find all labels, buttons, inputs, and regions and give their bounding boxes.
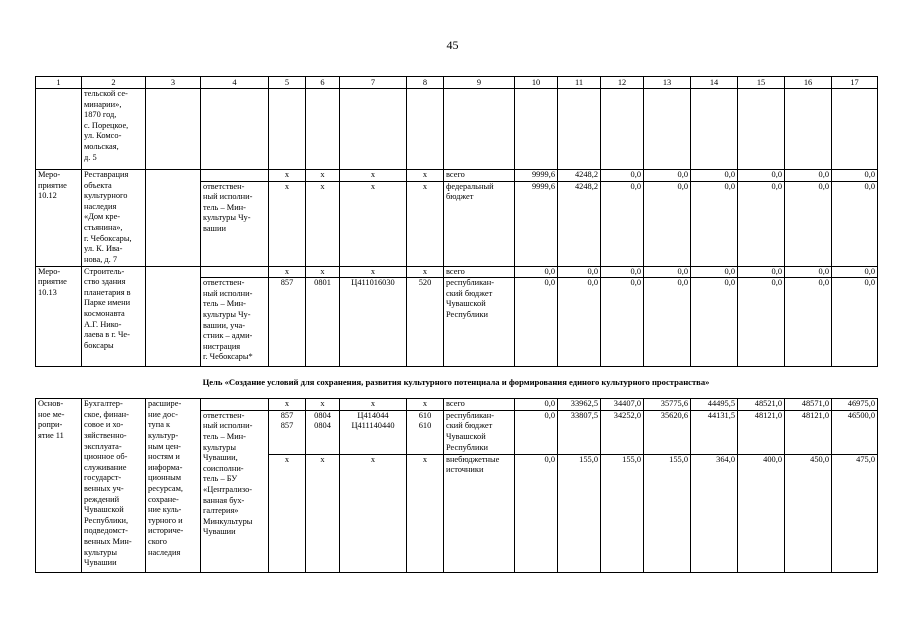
value-cell: 0,0 [691, 266, 738, 278]
header-cell: 4 [201, 77, 269, 89]
table-cell [558, 89, 601, 170]
table-cell [201, 89, 269, 170]
value-cell: 364,0 [691, 454, 738, 572]
value-cell: 0,0 [785, 181, 832, 266]
table-cell [201, 266, 269, 278]
header-cell: 8 [407, 77, 444, 89]
table-cell [340, 89, 407, 170]
table-cell: х [306, 170, 340, 182]
value-cell: 0,0 [738, 266, 785, 278]
table-cell: всего [444, 266, 515, 278]
value-cell: 0,0 [601, 181, 644, 266]
table-cell: х [269, 399, 306, 411]
event-id-cell: Меро- приятие 10.12 [36, 170, 82, 267]
value-cell: 0,0 [515, 278, 558, 367]
value-cell: 0,0 [832, 266, 878, 278]
table-cell: внебюджетные источники [444, 454, 515, 572]
value-cell: 155,0 [644, 454, 691, 572]
table-row [36, 399, 878, 411]
table-cell: х [407, 454, 444, 572]
value-cell: 0,0 [515, 454, 558, 572]
table-cell: х [269, 181, 306, 266]
table-row [36, 170, 878, 182]
value-cell: 34407,0 [601, 399, 644, 411]
table-cell [306, 89, 340, 170]
table-cell: х [269, 454, 306, 572]
table-cell: х [306, 266, 340, 278]
table-cell [644, 89, 691, 170]
value-cell: 155,0 [558, 454, 601, 572]
value-cell: 0,0 [738, 170, 785, 182]
goal-indicator-cell: расшире- ние дос- тупа к культур- ным цен- ностям и информа- ционным ресурсам, сохране- ние куль- турного и историче- ского наследия [146, 399, 201, 573]
value-cell: 46975,0 [832, 399, 878, 411]
value-cell: 155,0 [601, 454, 644, 572]
table-cell: х [407, 170, 444, 182]
value-cell: 46500,0 [832, 410, 878, 454]
event-id-cell: Основ- ное ме- ропри- ятие 11 [36, 399, 82, 573]
table-cell: х [407, 181, 444, 266]
value-cell: 4248,2 [558, 170, 601, 182]
page-number: 45 [446, 38, 459, 52]
value-cell: 48571,0 [785, 399, 832, 411]
value-cell: 0,0 [558, 278, 601, 367]
header-cell: 5 [269, 77, 306, 89]
table-cell: 0804 0804 [306, 410, 340, 454]
table-cell: х [340, 454, 407, 572]
table-cell: 857 [269, 278, 306, 367]
table-row-continuation [36, 89, 878, 170]
value-cell: 0,0 [738, 278, 785, 367]
header-cell: 7 [340, 77, 407, 89]
table-cell [738, 89, 785, 170]
header-cell: 10 [515, 77, 558, 89]
object-name-cell: тельской се- минарии», 1870 год, с. Порецкое, ул. Комсо- мольская, д. 5 [82, 89, 146, 170]
table-cell [515, 89, 558, 170]
header-cell: 11 [558, 77, 601, 89]
table-cell [832, 89, 878, 170]
table-cell: х [340, 266, 407, 278]
value-cell: 400,0 [738, 454, 785, 572]
table-cell: х [340, 181, 407, 266]
table-cell: 610 610 [407, 410, 444, 454]
table-cell: федеральный бюджет [444, 181, 515, 266]
table-cell: республикан- ский бюджет Чувашской Республики [444, 410, 515, 454]
header-cell: 13 [644, 77, 691, 89]
table-cell: всего [444, 399, 515, 411]
table-cell: 0801 [306, 278, 340, 367]
goal-table [35, 367, 877, 398]
event-name-cell: Реставрация объекта культурного наследия «Дом кре- стьянина», г. Чебоксары, ул. К. Ива- нова, д. 7 [82, 170, 146, 267]
table-cell: х [269, 266, 306, 278]
value-cell: 35620,6 [644, 410, 691, 454]
value-cell: 0,0 [601, 278, 644, 367]
table-cell: всего [444, 170, 515, 182]
event-name-cell: Бухгалтер- ское, финан- совое и хо- зяйственно- эксплуата- ционное об- служивание государст- венных уч- реждений Чувашской Республики, подведомст- венных Мин- культуры Чувашии [82, 399, 146, 573]
table-cell: республикан- ский бюджет Чувашской Республики [444, 278, 515, 367]
value-cell: 48121,0 [785, 410, 832, 454]
value-cell: 0,0 [644, 181, 691, 266]
table-cell: х [407, 399, 444, 411]
budget-table-part2 [35, 398, 878, 573]
table-cell [146, 89, 201, 170]
value-cell: 0,0 [515, 399, 558, 411]
table-cell: х [340, 170, 407, 182]
table-cell [146, 170, 201, 267]
value-cell: 48521,0 [738, 399, 785, 411]
table-cell: х [306, 399, 340, 411]
budget-table [35, 76, 878, 367]
value-cell: 0,0 [558, 266, 601, 278]
value-cell: 9999,6 [515, 181, 558, 266]
value-cell: 35775,6 [644, 399, 691, 411]
event-id-cell: Меро- приятие 10.13 [36, 266, 82, 367]
header-cell: 2 [82, 77, 146, 89]
goal-row [35, 367, 877, 398]
table-cell: 520 [407, 278, 444, 367]
table-cell [601, 89, 644, 170]
event-name-cell: Строитель- ство здания планетария в Парке имени космонавта А.Г. Нико- лаева в г. Че- боксары [82, 266, 146, 367]
value-cell: 0,0 [832, 170, 878, 182]
value-cell: 0,0 [644, 170, 691, 182]
header-cell: 14 [691, 77, 738, 89]
value-cell: 4248,2 [558, 181, 601, 266]
value-cell: 0,0 [691, 278, 738, 367]
value-cell: 9999,6 [515, 170, 558, 182]
value-cell: 0,0 [644, 278, 691, 367]
value-cell: 33962,5 [558, 399, 601, 411]
value-cell: 450,0 [785, 454, 832, 572]
table-cell [407, 89, 444, 170]
table-cell: х [306, 454, 340, 572]
header-cell: 16 [785, 77, 832, 89]
table-row [36, 266, 878, 278]
value-cell: 0,0 [601, 170, 644, 182]
table-cell: х [306, 181, 340, 266]
header-cell: 17 [832, 77, 878, 89]
table-cell: 857 857 [269, 410, 306, 454]
value-cell: 0,0 [515, 410, 558, 454]
table-cell [444, 89, 515, 170]
value-cell: 0,0 [832, 278, 878, 367]
header-cell: 9 [444, 77, 515, 89]
value-cell: 0,0 [785, 170, 832, 182]
table-cell: Ц411016030 [340, 278, 407, 367]
value-cell: 475,0 [832, 454, 878, 572]
table-cell [201, 170, 269, 182]
header-row [36, 77, 878, 89]
table-cell [269, 89, 306, 170]
value-cell: 34252,0 [601, 410, 644, 454]
header-cell: 3 [146, 77, 201, 89]
header-cell: 15 [738, 77, 785, 89]
table-cell [146, 266, 201, 367]
value-cell: 0,0 [832, 181, 878, 266]
header-cell: 12 [601, 77, 644, 89]
table-cell [785, 89, 832, 170]
table-cell: х [407, 266, 444, 278]
value-cell: 0,0 [785, 266, 832, 278]
table-cell [691, 89, 738, 170]
value-cell: 0,0 [738, 181, 785, 266]
value-cell: 0,0 [515, 266, 558, 278]
header-cell: 6 [306, 77, 340, 89]
responsible-cell: ответствен- ный исполни- тель – Мин- культуры Чувашии, соисполни- тель – БУ «Централизо- ванная бух- галтерия» Минкультуры Чувашии [201, 410, 269, 572]
responsible-cell: ответствен- ный исполни- тель – Мин- культуры Чу- вашии [201, 181, 269, 266]
value-cell: 0,0 [785, 278, 832, 367]
value-cell: 48121,0 [738, 410, 785, 454]
value-cell: 33807,5 [558, 410, 601, 454]
budget-table-frame [35, 76, 877, 573]
table-cell: х [340, 399, 407, 411]
value-cell: 0,0 [691, 170, 738, 182]
value-cell: 0,0 [691, 181, 738, 266]
table-cell [36, 89, 82, 170]
responsible-cell: ответствен- ный исполни- тель – Мин- культуры Чу- вашии, уча- стник – адми- нистрация г. Чебоксары* [201, 278, 269, 367]
table-cell: Ц414044 Ц41114044​0 [340, 410, 407, 454]
header-cell: 1 [36, 77, 82, 89]
table-cell [201, 399, 269, 411]
goal-heading: Цель «Создание условий для сохранения, развития культурного потенциала и формирования единого культурного пространства» [202, 377, 710, 388]
value-cell: 0,0 [644, 266, 691, 278]
value-cell: 0,0 [601, 266, 644, 278]
value-cell: 44131,5 [691, 410, 738, 454]
value-cell: 44495,5 [691, 399, 738, 411]
table-cell: х [269, 170, 306, 182]
